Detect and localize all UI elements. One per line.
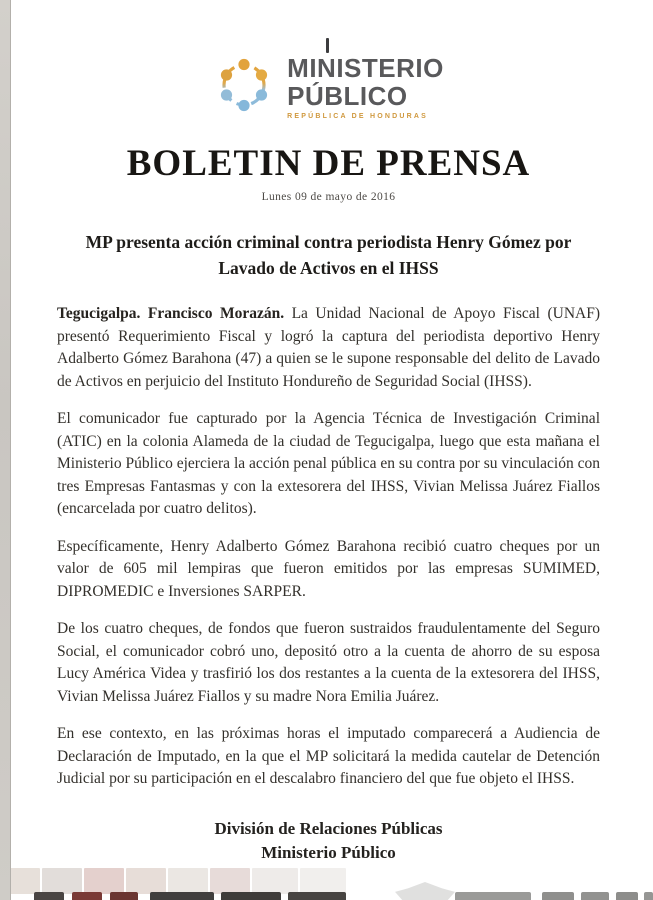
scan-edge-strip	[0, 0, 11, 900]
paragraph-2-text: El comunicador fue capturado por la Agencia Técnica de Investigación Criminal (ATIC) en la colonia Alameda de la ciudad de Tegucigalpa, luego que esta mañana el Ministerio Público ejerciera la acción penal pública en su contra por su vinculación con tres Empresas Fantasmas y con la extesorera del IHSS, Vivian Melissa Juárez Fiallos (encarcelada por cuatro delitos).	[57, 410, 600, 517]
logo-word-publico: PÚBLICO	[287, 80, 408, 111]
background-filmstrip	[0, 868, 653, 900]
paragraph-5-text: En ese contexto, en las próximas horas el imputado comparecerá a Audiencia de Declaración de Imputado, en la que el MP solicitará la medida cautelar de Detención Judicial por su participación en el descalabro financiero del que fue objeto el IHSS.	[57, 725, 600, 787]
filmstrip-thumbnail	[42, 868, 82, 894]
paragraph-2	[57, 408, 600, 521]
press-body	[57, 303, 600, 791]
filmstrip-bar	[616, 892, 638, 900]
bulletin-title: BOLETIN DE PRENSA	[126, 143, 531, 184]
ministerio-publico-emblem-icon	[213, 54, 275, 121]
bulletin-date: Lunes 09 de mayo de 2016	[261, 191, 396, 203]
filmstrip-bar	[110, 892, 138, 900]
filmstrip-thumbnail	[84, 868, 124, 894]
filmstrip-bar	[288, 892, 346, 900]
filmstrip-thumbnail	[252, 868, 298, 894]
paragraph-3-text: Específicamente, Henry Adalberto Gómez Barahona recibió cuatro cheques por un valor de 605 mil lempiras que fueron emitidos por las empresas SUMIMED, DIPROMEDIC e Inversiones SARPER.	[57, 537, 600, 600]
filmstrip-thumbnail	[168, 868, 208, 894]
footer-division: División de Relaciones Públicas	[214, 818, 443, 838]
paragraph-1-text: La Unidad Nacional de Apoyo Fiscal (UNAF) presentó Requerimiento Fiscal y logró la captura del periodista deportivo Henry Adalberto Gómez Barahona (47) a quien se le supone responsable del delito de Lavado de Activos en perjuicio del Instituto Hondureño de Seguridad Social (IHSS).	[57, 305, 600, 390]
logo-tick-mark	[326, 38, 329, 53]
paragraph-1	[57, 303, 600, 393]
filmstrip-bar	[150, 892, 214, 900]
filmstrip-bar	[72, 892, 102, 900]
logo-tagline: REPÚBLICA DE HONDURAS	[287, 112, 428, 120]
watermark-emblem-shape	[395, 882, 455, 900]
filmstrip-bar	[34, 892, 64, 900]
filmstrip-bar	[581, 892, 609, 900]
filmstrip-bar	[644, 892, 653, 900]
filmstrip-bar	[455, 892, 531, 900]
document-footer	[57, 817, 600, 865]
filmstrip-bar	[542, 892, 574, 900]
paragraph-1-dateline: Tegucigalpa. Francisco Morazán.	[57, 305, 285, 322]
logo-wordmark	[287, 52, 444, 120]
filmstrip-thumbnail	[210, 868, 250, 894]
press-headline: MP presenta acción criminal contra periodista Henry Gómez por Lavado de Activos en el IHSS	[85, 232, 572, 278]
ministerio-publico-logo	[57, 50, 600, 124]
paragraph-3	[57, 536, 600, 604]
footer-institution: Ministerio Público	[261, 842, 396, 862]
paragraph-4	[57, 618, 600, 708]
paragraph-4-text: De los cuatro cheques, de fondos que fueron sustraidos fraudulentamente del Seguro Social, el comunicador cobró uno, depositó otro a la cuenta de ahorro de su esposa Lucy América Videa y trasfirió los dos restantes a la cuenta de la extesorera del IHSS, Vivian Melissa Juárez Fiallos y su madre Nora Emilia Juárez.	[57, 620, 600, 705]
paragraph-5	[57, 723, 600, 791]
filmstrip-thumbnail	[300, 868, 346, 894]
filmstrip-bar	[221, 892, 281, 900]
logo-word-ministerio: MINISTERIO	[287, 52, 444, 83]
filmstrip-thumbnail	[126, 868, 166, 894]
